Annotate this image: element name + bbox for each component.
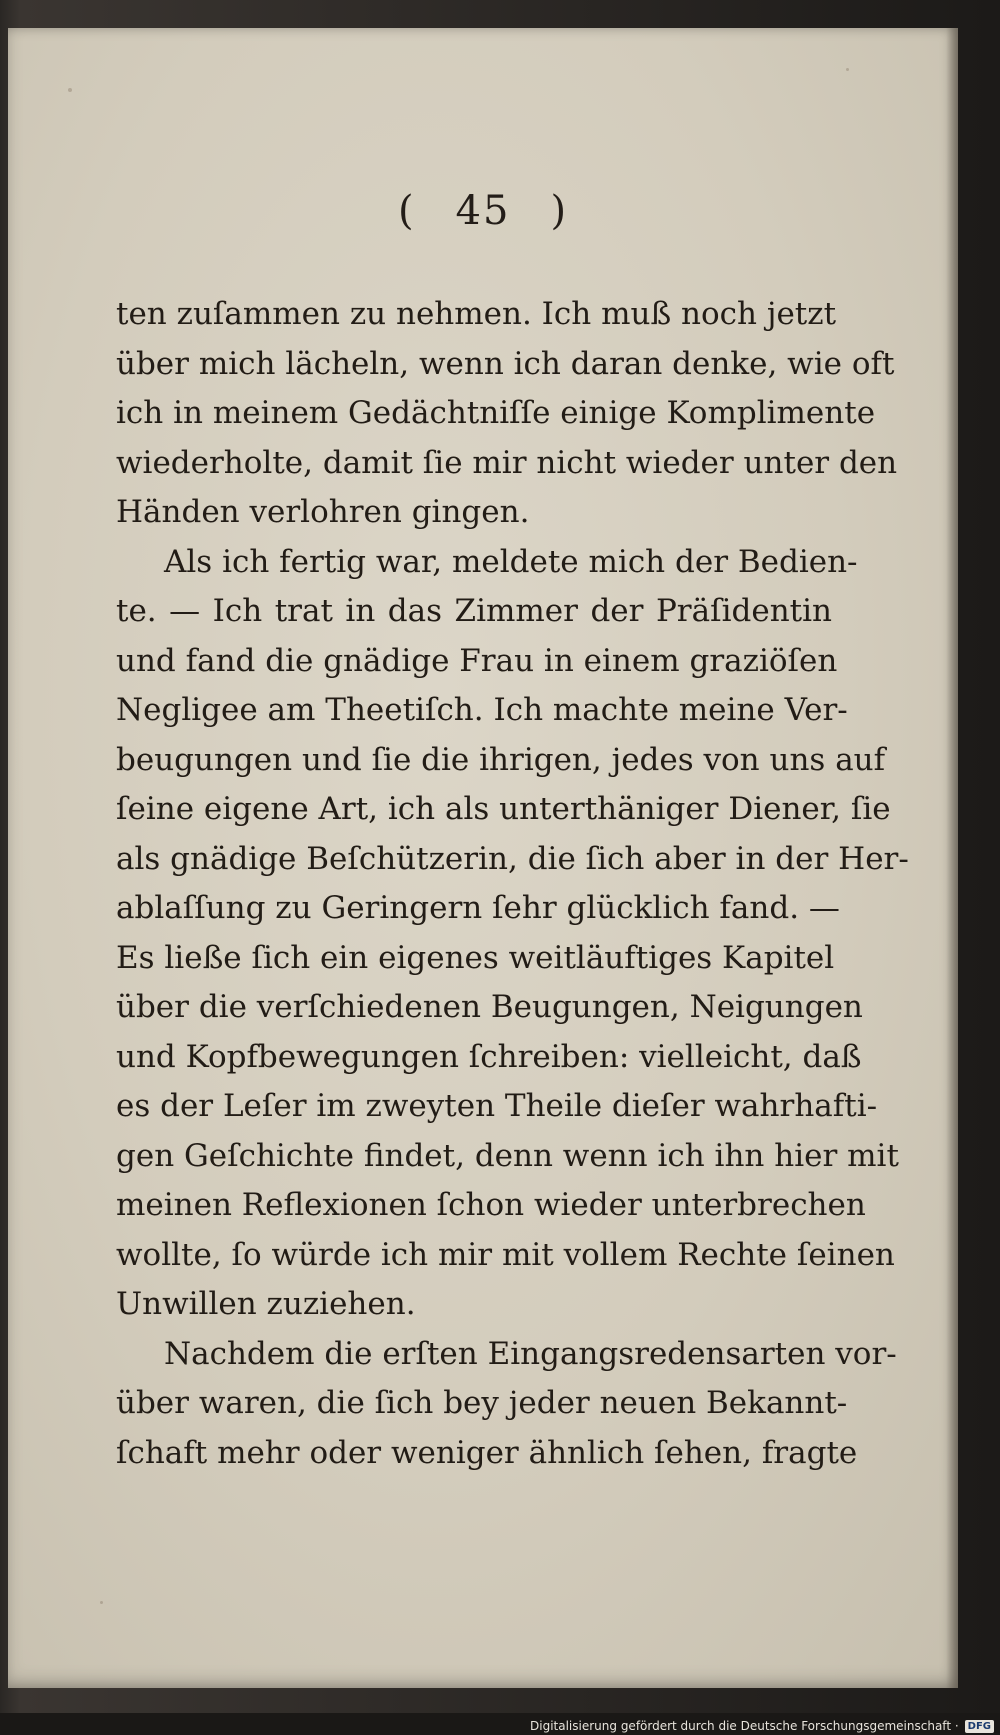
funding-credit-text: Digitalisierung gefördert durch die Deutsche Forschungsgemeinschaft · (530, 1719, 959, 1733)
page-number: 45 (455, 188, 511, 234)
text-line: gen Geſchichte findet, denn wenn ich ihn hier mit (116, 1137, 899, 1174)
text-line: wiederholte, damit ſie mir nicht wieder unter den (116, 444, 898, 481)
text-line: ten zuſammen zu nehmen. Ich muß noch jetzt (116, 296, 837, 332)
dfg-logo: DFG (965, 1720, 994, 1733)
text-line: ſchaft mehr oder weniger ähnlich ſehen, fragte (116, 1434, 858, 1471)
paper-spot (68, 88, 72, 92)
text-line: über mich lächeln, wenn ich daran denke, wie oft (116, 345, 895, 382)
text-line: ich in meinem Gedächtniſſe einige Komplimente (116, 395, 876, 431)
right-parenthesis: ) (550, 188, 569, 234)
text-line: und Kopfbewegungen ſchreiben: vielleicht, daß (116, 1038, 862, 1075)
text-line: als gnädige Beſchützerin, die ſich aber in der Her- (116, 840, 909, 877)
paper-spot (846, 68, 849, 71)
text-line: meinen Reflexionen ſchon wieder unterbrechen (116, 1187, 866, 1223)
text-line: Unwillen zuziehen. (116, 1286, 416, 1322)
funding-credit (530, 1719, 994, 1733)
text-line: Nachdem die erſten Eingangsredensarten vor- (164, 1335, 897, 1372)
text-line: Als ich fertig war, meldete mich der Bedien- (164, 543, 858, 580)
text-line: beugungen und ſie die ihrigen, jedes von uns auf (116, 741, 886, 778)
text-line: über waren, die ſich bey jeder neuen Bekannt- (116, 1385, 848, 1421)
text-line: Negligee am Theetiſch. Ich machte meine Ver- (116, 692, 848, 728)
text-line: Es ließe ſich ein eigenes weitläuftiges Kapitel (116, 939, 835, 976)
text-line: ſeine eigene Art, ich als unterthäniger Diener, ſie (116, 791, 891, 827)
text-line: es der Leſer im zweyten Theile dieſer wahrhafti- (116, 1088, 878, 1124)
text-line: und fand die gnädige Frau in einem graziöſen (116, 642, 838, 679)
text-line: über die verſchiedenen Beugungen, Neigungen (116, 989, 863, 1025)
text-line: wollte, ſo würde ich mir mit vollem Rechte ſeinen (116, 1236, 895, 1273)
page-edge-shadow (946, 28, 958, 1688)
text-line: Händen verlohren gingen. (116, 494, 530, 530)
left-parenthesis: ( (397, 188, 416, 234)
page-number-line (8, 188, 958, 234)
page-body-text (116, 290, 909, 1478)
paper-spot (100, 1601, 103, 1604)
footer-bar (0, 1713, 1000, 1735)
text-line: te. — Ich trat in das Zimmer der Präſidentin (116, 593, 832, 629)
text-line: ablaſſung zu Geringern ſehr glücklich fand. — (116, 890, 840, 926)
book-page (8, 28, 958, 1688)
